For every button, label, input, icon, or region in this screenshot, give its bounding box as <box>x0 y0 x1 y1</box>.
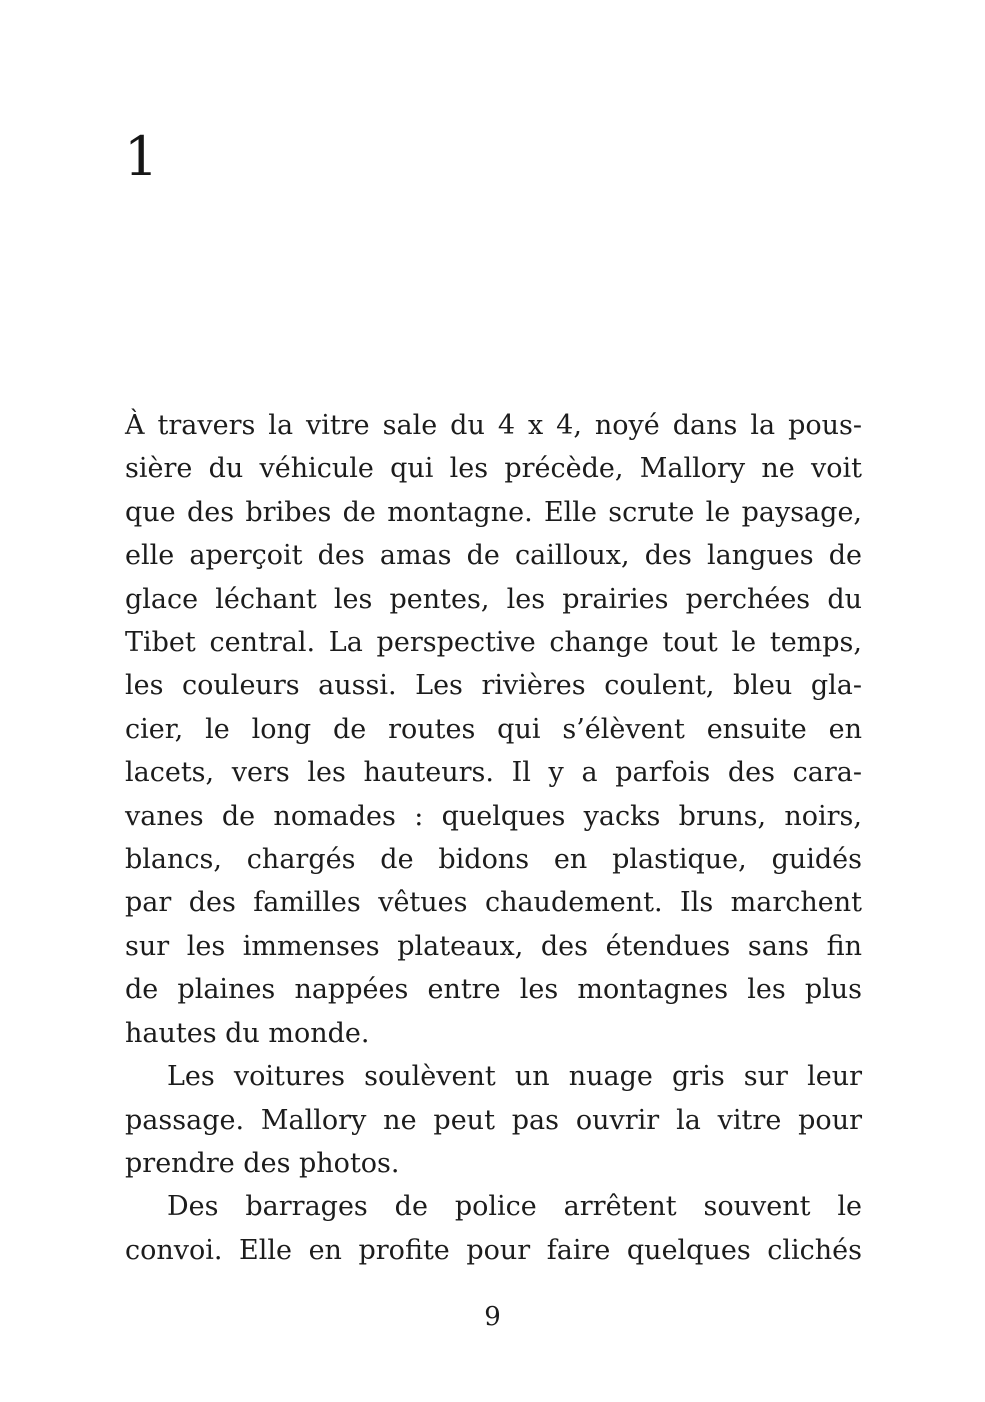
paragraph <box>125 1055 862 1185</box>
text-line: Tibet central. La perspective change tout le temps, <box>125 627 862 659</box>
text-line: cier, le long de routes qui s’élèvent ensuite en <box>125 713 862 745</box>
page-number: 9 <box>484 1302 501 1332</box>
text-line: par des familles vêtues chaudement. Ils marchent <box>125 887 862 919</box>
body-text <box>125 404 862 1272</box>
text-line: convoi. Elle en profite pour faire quelques clichés <box>125 1234 862 1266</box>
text-line: de plaines nappées entre les montagnes les plus <box>125 974 862 1006</box>
text-line: sière du véhicule qui les précède, Mallory ne voit <box>125 453 862 485</box>
text-line: passage. Mallory ne peut pas ouvrir la vitre pour <box>125 1104 862 1136</box>
text-line: glace léchant les pentes, les prairies perchées du <box>125 583 862 615</box>
text-line: Les voitures soulèvent un nuage gris sur leur <box>167 1061 862 1093</box>
text-line: hautes du monde. <box>125 1017 370 1049</box>
text-line: lacets, vers les hauteurs. Il y a parfois des cara- <box>125 757 862 789</box>
paragraph <box>125 1185 862 1272</box>
text-line: que des bribes de montagne. Elle scrute le paysage, <box>125 496 862 528</box>
text-line: blancs, chargés de bidons en plastique, guidés <box>125 844 862 876</box>
text-line: vanes de nomades : quelques yacks bruns, noirs, <box>125 800 862 832</box>
paragraph <box>125 404 862 1055</box>
text-line: À travers la vitre sale du 4 x 4, noyé dans la pous- <box>125 410 862 441</box>
text-line: Des barrages de police arrêtent souvent le <box>167 1191 862 1223</box>
text-line: prendre des photos. <box>125 1147 400 1179</box>
chapter-number: 1 <box>124 125 159 188</box>
text-line: elle aperçoit des amas de cailloux, des langues de <box>125 540 862 572</box>
text-line: les couleurs aussi. Les rivières coulent, bleu gla- <box>125 670 862 702</box>
text-line: sur les immenses plateaux, des étendues sans fin <box>125 930 862 962</box>
